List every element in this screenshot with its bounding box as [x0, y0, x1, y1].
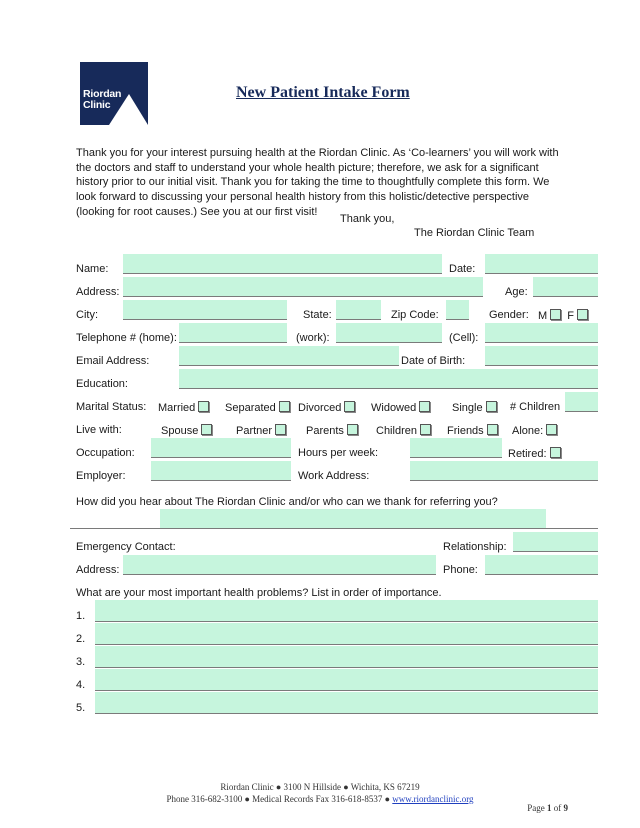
married-label: Married: [158, 402, 196, 414]
zip-field[interactable]: [446, 300, 469, 320]
single-label: Single: [452, 402, 483, 414]
age-field[interactable]: [533, 277, 598, 297]
city-field[interactable]: [123, 300, 287, 320]
live-with-label: Live with:: [76, 424, 122, 436]
email-field[interactable]: [179, 346, 399, 366]
page-total: 9: [563, 803, 568, 813]
children-checkbox[interactable]: [420, 424, 431, 435]
name-field[interactable]: [123, 254, 442, 274]
live-parents: [306, 424, 358, 437]
email-label: Email Address:: [76, 355, 150, 367]
live-partner: [236, 424, 286, 437]
page-current: 1: [547, 803, 552, 813]
problem-1-label: 1.: [76, 610, 86, 622]
problem-3-label: 3.: [76, 656, 86, 668]
emergency-phone-field[interactable]: [485, 555, 598, 575]
emergency-label: Emergency Contact:: [76, 541, 176, 553]
city-label: City:: [76, 309, 98, 321]
footer-phone-fax: Phone 316-682-3100 ● Medical Records Fax 316-618-8537 ●: [166, 794, 393, 804]
live-friends: [447, 424, 498, 437]
gender-f-checkbox[interactable]: [577, 309, 588, 320]
age-label: Age:: [505, 286, 528, 298]
employer-label: Employer:: [76, 470, 126, 482]
page-number: [527, 803, 568, 813]
parents-label: Parents: [306, 425, 344, 437]
signoff-team: The Riordan Clinic Team: [414, 227, 535, 239]
address-label: Address:: [76, 286, 120, 298]
tel-cell-label: (Cell):: [449, 332, 479, 344]
footer-address: Riordan Clinic ● 3100 N Hillside ● Wichita, KS 67219: [220, 782, 420, 792]
problem-4-label: 4.: [76, 679, 86, 691]
marital-single: [452, 401, 497, 414]
education-field[interactable]: [179, 369, 598, 389]
problem-2-field[interactable]: [95, 623, 598, 645]
friends-label: Friends: [447, 425, 484, 437]
live-spouse: [161, 424, 212, 437]
retired-label: Retired:: [508, 448, 547, 460]
address-field[interactable]: [123, 277, 483, 297]
tel-work-field[interactable]: [336, 323, 442, 343]
emergency-address-field[interactable]: [123, 555, 436, 575]
hours-label: Hours per week:: [298, 447, 379, 459]
problems-label: What are your most important health problems? List in order of importance.: [76, 587, 442, 599]
page-title: New Patient Intake Form: [236, 84, 410, 101]
marital-widowed: [371, 401, 430, 414]
referral-field[interactable]: [160, 509, 546, 528]
marital-separated: [225, 401, 290, 414]
gender-f-label: F: [567, 310, 574, 322]
widowed-checkbox[interactable]: [419, 401, 430, 412]
spouse-label: Spouse: [161, 425, 199, 437]
date-label: Date:: [449, 263, 476, 275]
relationship-field[interactable]: [513, 532, 598, 552]
divorced-checkbox[interactable]: [344, 401, 355, 412]
problem-5-label: 5.: [76, 702, 86, 714]
intro-paragraph: Thank you for your interest pursuing health at the Riordan Clinic. As ‘Co-learners’ you will work with the doctors and staff to understand your whole health picture; therefore, we ask for a significant history prior to our initial visit. Thank you for taking the time to thoughtfully complete this form. We look forward to discussing your personal health history from this holistic/detective perspective (looking for root causes.) See you at our first visit!: [76, 147, 559, 218]
problem-2-label: 2.: [76, 633, 86, 645]
marital-label: Marital Status:: [76, 401, 147, 413]
problem-4-field[interactable]: [95, 669, 598, 691]
marital-married: [158, 401, 209, 414]
footer-website-link[interactable]: www.riordanclinic.org: [392, 794, 474, 804]
separated-checkbox[interactable]: [279, 401, 290, 412]
work-address-label: Work Address:: [298, 470, 370, 482]
employer-field[interactable]: [151, 461, 291, 481]
work-address-field[interactable]: [410, 461, 598, 481]
gender-label: Gender:: [489, 309, 529, 321]
partner-checkbox[interactable]: [275, 424, 286, 435]
alone-label: Alone:: [512, 425, 544, 437]
dob-field[interactable]: [485, 346, 598, 366]
address2-label: Address:: [76, 564, 120, 576]
gender-options: [538, 309, 588, 322]
logo-text-line2: Clinic: [83, 99, 111, 111]
separated-label: Separated: [225, 402, 276, 414]
referral-label: How did you hear about The Riordan Clinic and/or who can we thank for referring you?: [76, 496, 498, 508]
married-checkbox[interactable]: [198, 401, 209, 412]
relationship-label: Relationship:: [443, 541, 507, 553]
phone-label: Phone:: [443, 564, 478, 576]
clinic-logo: [80, 62, 148, 125]
partner-label: Partner: [236, 425, 273, 437]
name-label: Name:: [76, 263, 109, 275]
spouse-checkbox[interactable]: [201, 424, 212, 435]
marital-divorced: [298, 401, 355, 414]
gender-m-label: M: [538, 310, 548, 322]
hours-field[interactable]: [410, 438, 502, 458]
signoff-thanks: Thank you,: [340, 213, 395, 225]
tel-home-field[interactable]: [179, 323, 287, 343]
children-label: Children: [376, 425, 417, 437]
children-count-field[interactable]: [565, 392, 598, 412]
occupation-label: Occupation:: [76, 447, 135, 459]
referral-divider: [70, 528, 598, 529]
retired-checkbox[interactable]: [550, 447, 561, 458]
alone-checkbox[interactable]: [546, 424, 557, 435]
retired: [508, 447, 561, 460]
page-of: of: [551, 803, 564, 813]
widowed-label: Widowed: [371, 402, 417, 414]
occupation-field[interactable]: [151, 438, 291, 458]
live-children: [376, 424, 431, 437]
state-label: State:: [303, 309, 332, 321]
logo-text-line1: Riordan: [83, 88, 122, 100]
friends-checkbox[interactable]: [487, 424, 498, 435]
tel-home-label: Telephone # (home):: [76, 332, 177, 344]
dob-label: Date of Birth:: [401, 355, 466, 367]
page-prefix: Page: [527, 803, 547, 813]
date-field[interactable]: [485, 254, 598, 274]
gender-m-checkbox[interactable]: [550, 309, 561, 320]
zip-label: Zip Code:: [391, 309, 439, 321]
logo-chevron-icon: [80, 62, 148, 125]
single-checkbox[interactable]: [486, 401, 497, 412]
tel-work-label: (work):: [296, 332, 330, 344]
children-count-label: # Children: [510, 401, 561, 413]
parents-checkbox[interactable]: [347, 424, 358, 435]
education-label: Education:: [76, 378, 128, 390]
tel-cell-field[interactable]: [485, 323, 598, 343]
live-alone: [512, 424, 557, 437]
problem-5-field[interactable]: [95, 692, 598, 714]
divorced-label: Divorced: [298, 402, 342, 414]
state-field[interactable]: [336, 300, 381, 320]
problem-3-field[interactable]: [95, 646, 598, 668]
problem-1-field[interactable]: [95, 600, 598, 622]
